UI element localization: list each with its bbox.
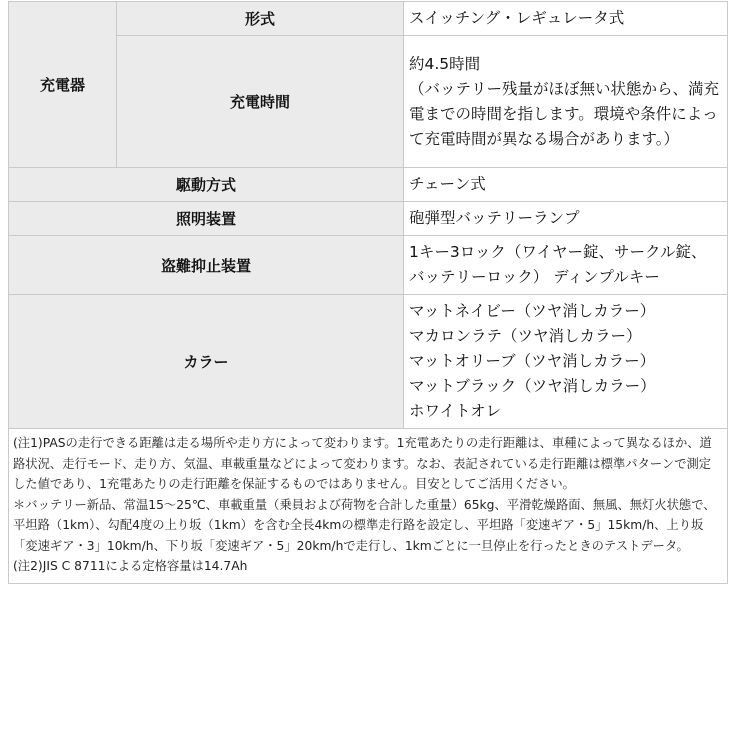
color-item: マットオリーブ（ツヤ消しカラー） (409, 352, 656, 370)
drive-row (9, 168, 728, 202)
spec-table (8, 1, 728, 584)
note-test-conditions: ＊バッテリー新品、常温15～25℃、車載重量（乗員および荷物を合計した重量）65kg、平滑乾燥路面、無風、無灯火状態で、平坦路（1km）、勾配4度の上り坂（1km）を含む全長4kmの標準走行路を設定し、平坦路「変速ギア・5」15km/h、上り坂「変速ギア・3」10km/h、下り坂「変速ギア・5」20km/hで走行し、1kmごとに一旦停止を行ったときのテストデータ。 (13, 497, 716, 553)
lighting-row (9, 202, 728, 236)
lighting-text: 砲弾型バッテリーランプ (409, 209, 580, 227)
charging-time-hours: 約4.5時間 (409, 54, 481, 73)
notes-row (9, 429, 728, 584)
color-item: ホワイトオレ (409, 402, 502, 420)
color-item: マットネイビー（ツヤ消しカラー） (409, 302, 656, 320)
drive-label: 駆動方式 (9, 168, 404, 202)
charger-type-label: 形式 (117, 2, 404, 36)
lighting-label: 照明装置 (9, 202, 404, 236)
color-item: マカロンラテ（ツヤ消しカラー） (409, 327, 642, 345)
charging-time-value (404, 36, 728, 168)
theft-text: 1キー3ロック（ワイヤー錠、サークル錠、バッテリーロック） ディンプルキー (409, 243, 707, 286)
charging-time-label: 充電時間 (117, 36, 404, 168)
charger-type-value (404, 2, 728, 36)
note-1: (注1)PASの走行できる距離は走る場所や走り方によって変わります。1充電あたりの走行距離は、車種によって異なるほか、道路状況、走行モード、走り方、気温、車載重量などによって変わります。なお、表記されている走行距離は標準パターンで測定した値であり、1充電あたりの走行距離を保証するものではありません。目安としてご活用ください。 (13, 436, 712, 491)
theft-value (404, 236, 728, 295)
color-label: カラー (9, 295, 404, 429)
theft-row (9, 236, 728, 295)
note-2: (注2)JIS C 8711による定格容量は14.7Ah (13, 559, 248, 573)
theft-label: 盗難抑止装置 (9, 236, 404, 295)
color-item: マットブラック（ツヤ消しカラー） (409, 377, 656, 395)
charger-type-text: スイッチング・レギュレータ式 (409, 9, 625, 27)
charger-header: 充電器 (9, 2, 117, 168)
color-row (9, 295, 728, 429)
lighting-value (404, 202, 728, 236)
notes-cell (9, 429, 728, 584)
charger-type-row (9, 2, 728, 36)
drive-text: チェーン式 (409, 175, 486, 193)
drive-value (404, 168, 728, 202)
charging-time-note: （バッテリー残量がほぼ無い状態から、満充電までの時間を指します。環境や条件によって充電時間が異なる場合があります。） (409, 79, 720, 148)
charger-time-row (9, 36, 728, 168)
color-values (404, 295, 728, 429)
